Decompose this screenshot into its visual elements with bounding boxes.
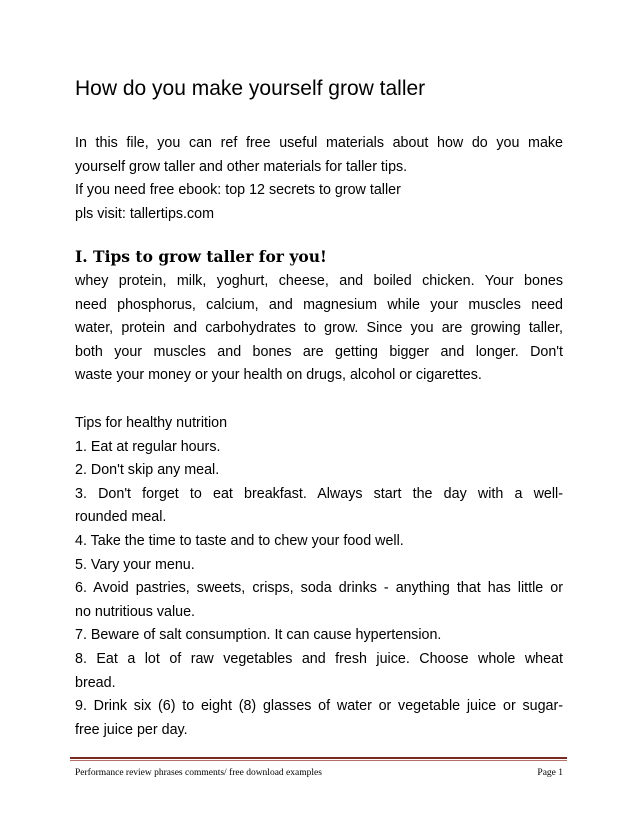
intro-line: pls visit: tallertips.com [75,205,215,222]
tip-item: no nutritious value. [75,603,196,620]
tip-item: 8. Eat a lot of raw vegetables and fresh juice. Choose whole wheat [75,650,563,667]
footer-text: Performance review phrases comments/ free download examples [75,768,322,778]
tip-item: 5. Vary your menu. [75,556,195,573]
intro-line: yourself grow taller and other materials for taller tips. [75,158,408,175]
tips-title: Tips for healthy nutrition [75,415,228,431]
intro-line: If you need free ebook: top 12 secrets to grow taller [75,182,401,199]
intro-line: In this file, you can ref free useful materials about how do you make [75,135,563,151]
document-title: How do you make yourself grow taller [75,77,426,100]
footer-divider [70,757,567,759]
section-line: need phosphorus, calcium, and magnesium while your muscles need [75,296,563,313]
tip-item: 9. Drink six (6) to eight (8) glasses of water or vegetable juice or sugar- [75,698,563,715]
tip-item: 2. Don't skip any meal. [75,462,220,479]
page-number: Page 1 [537,768,563,778]
section-line: whey protein, milk, yoghurt, cheese, and boiled chicken. Your bones [75,273,563,289]
tip-item: rounded meal. [75,509,167,526]
tip-item: 6. Avoid pastries, sweets, crisps, soda drinks - anything that has little or [75,580,563,597]
section-heading: I. Tips to grow taller for you! [75,247,327,266]
section-line: both your muscles and bones are getting bigger and longer. Don't [75,343,563,360]
section-line: waste your money or your health on drugs, alcohol or cigarettes. [75,367,482,384]
intro-paragraph [75,132,563,226]
tip-item: 1. Eat at regular hours. [75,438,221,455]
section-line: water, protein and carbohydrates to grow. Since you are growing taller, [75,320,563,337]
tips-list [75,412,563,742]
footer-divider-thin [70,760,567,761]
tip-item: 3. Don't forget to eat breakfast. Always start the day with a well- [75,485,563,502]
section-paragraph [75,270,563,388]
tip-item: free juice per day. [75,721,188,738]
tip-item: 4. Take the time to taste and to chew your food well. [75,532,404,549]
tip-item: bread. [75,674,116,691]
tip-item: 7. Beware of salt consumption. It can cause hypertension. [75,627,442,644]
